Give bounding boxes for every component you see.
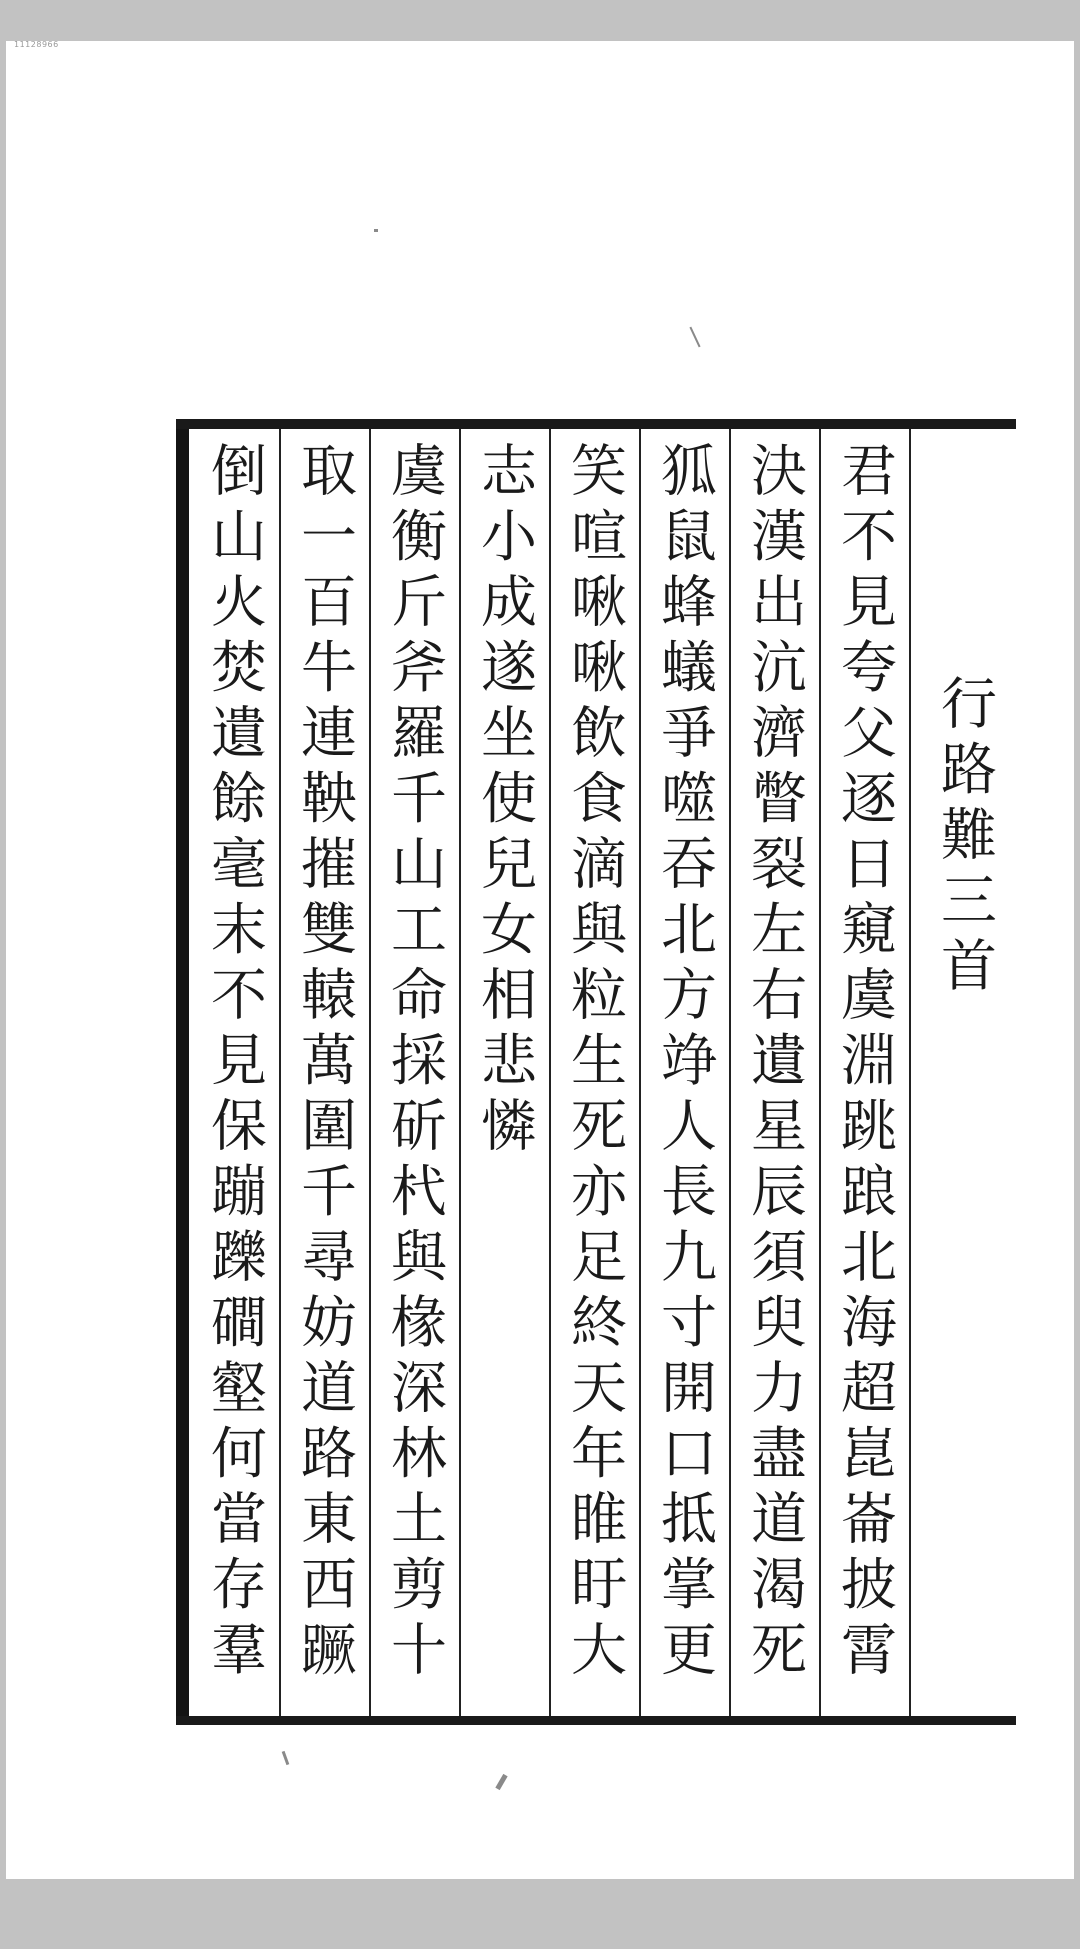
column-text: 志小成遂坐使兒女相悲憐 xyxy=(472,441,537,1162)
column-text: 君不見夸父逐日窺虞淵跳踉北海超崑崙披霄 xyxy=(832,441,897,1686)
frame-border-top xyxy=(176,419,1016,429)
text-column-title xyxy=(919,674,1009,1949)
poem-title: 行路難三首 xyxy=(932,674,997,1002)
column-text: 決漢出沆濟瞥裂左右遺星辰須臾力盡道渴死 xyxy=(742,441,807,1686)
text-column xyxy=(459,441,549,1716)
speck xyxy=(374,229,378,232)
speck xyxy=(689,327,700,348)
speck xyxy=(495,1774,507,1790)
text-column xyxy=(549,441,639,1716)
text-column xyxy=(279,441,369,1716)
frame-border-left xyxy=(176,419,189,1725)
column-text: 倒山火焚遺餘毫末不見保蹦躒磵壑何當存羣 xyxy=(202,441,267,1686)
text-column xyxy=(189,441,279,1716)
text-column xyxy=(819,441,909,1716)
column-text: 笑喧啾啾飲食滴與粒生死亦足終天年睢盱大 xyxy=(562,441,627,1686)
text-column xyxy=(639,441,729,1716)
text-frame xyxy=(176,419,1016,1725)
scanned-page xyxy=(6,41,1074,1879)
column-text: 狐鼠蜂蟻爭噬吞北方竫人長九寸開口抵掌更 xyxy=(652,441,717,1686)
page-id-label: 11128966 xyxy=(14,40,59,49)
column-text: 虞衡斤斧羅千山工命採斫杙與椽深林土剪十 xyxy=(382,441,447,1686)
column-text: 取一百牛連鞅摧雙轅萬圍千尋妨道路東西蹶 xyxy=(292,441,357,1686)
frame-border-bottom xyxy=(176,1716,1016,1725)
column-rule xyxy=(909,429,911,1716)
text-column xyxy=(369,441,459,1716)
text-column xyxy=(729,441,819,1716)
speck xyxy=(282,1751,290,1765)
